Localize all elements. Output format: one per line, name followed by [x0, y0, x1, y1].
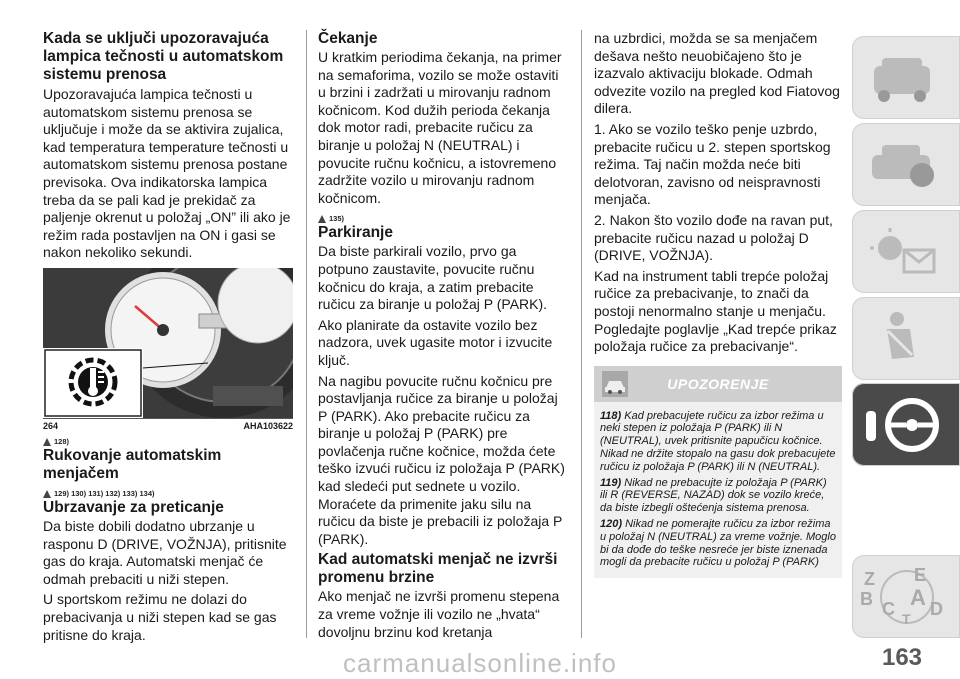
chapter-tab-driving[interactable]: [852, 383, 960, 466]
column-divider: [581, 30, 582, 638]
car-dashboard-icon: [852, 36, 960, 119]
warning-box: [594, 366, 842, 579]
instrument-cluster-figure: [43, 268, 293, 418]
warning-title: UPOZORENJE: [667, 375, 769, 392]
chapter-tab-safety[interactable]: [852, 123, 960, 206]
paragraph: Da biste parkirali vozilo, prvo ga potpuno zaustavite, povucite ručnu kočnicu do kraja, a zatim prebacite ručicu za biranje u položaj P (PARK).: [318, 243, 548, 313]
paragraph: Ako planirate da ostavite vozilo bez nadzora, uvek ugasite motor i izvucite ključ.: [318, 316, 553, 368]
paragraph: 2. Nakon što vozilo dođe na ravan put, prebacite ručicu nazad u položaj D (DRIVE, VOŽNJA).: [594, 211, 833, 264]
chapter-tab-index[interactable]: [852, 555, 960, 638]
reference-marks: 135): [318, 210, 568, 223]
section-heading-automatic-transmission: Rukovanje automatskim menjačem: [43, 446, 222, 482]
warning-header: [594, 366, 842, 402]
reference-marks: 129) 130) 131) 132) 133) 134): [43, 485, 293, 498]
figure-number: 264: [43, 420, 59, 431]
index-letter: Z: [864, 569, 875, 589]
section-heading-fluid-warning: Kada se uključi upozoravajuća lampica tečnosti u automatskom sistemu prenosa: [43, 30, 284, 83]
index-letter: C: [882, 599, 895, 619]
warning-item: 118) Kad prebacujete ručicu za izbor režima u neki stepen iz položaja P (PARK) ili N (NEUTRAL), uvek pritisnite papučicu kočnice. Nikad ne držite stopalo na gasu dok prebacujete ručicu iz položaja P (PARK) ili N (NEUTRAL).: [600, 409, 836, 473]
figure-caption: [43, 418, 293, 431]
warning-item: 119) Nikad ne prebacujte iz položaja P (PARK) ili R (REVERSE, NAZAD) dok se vozilo kreće, da biste izbegli oštećenja sistema prenosa.: [600, 476, 827, 515]
column-divider: [306, 30, 307, 638]
paragraph: Ako menjač ne izvrši promenu stepena za vreme vožnje ili vozilo ne „hvata“ dovoljnu brzinu kod kretanja: [318, 588, 560, 640]
instrument-cluster-image: [43, 268, 293, 418]
figure-code: AHA103622: [243, 420, 293, 431]
warning-item: 120) Nikad ne pomerajte ručicu za izbor režima u položaj N (NEUTRAL) za vreme vožnje. Moglo bi da dođe do teške nesreće jer biste iznenada mogli da prebacite ručicu u položaj P (PARK): [600, 518, 836, 569]
index-letter: A: [910, 585, 926, 610]
chapter-tab-dashboard[interactable]: [852, 36, 960, 119]
paragraph: Kad na instrument tabli trepće položaj ručice za prebacivanje, to znači da postoji nenormalno stanje u menjaču. Pogledajte poglavlje „Kad trepće prikaz položaja ručice za prebacivanje“.: [594, 267, 837, 355]
index-letter: T: [902, 611, 911, 627]
index-letter: E: [914, 565, 927, 585]
warning-lights-icon: [852, 210, 960, 293]
paragraph: na uzbrdici, možda se sa menjačem dešava nešto neuobičajeno što je izazvalo aktivaciju blokade. Odmah odvezite vozilo na pregled kod Fiatovog dilera.: [594, 30, 840, 117]
column-2: [318, 30, 568, 644]
chapter-tab-seats[interactable]: [852, 297, 960, 380]
subheading-overtaking: Ubrzavanje za preticanje: [43, 498, 224, 516]
paragraph: U kratkim periodima čekanja, na primer na semaforima, vozilo se može ostaviti u brzini i zadržati u mirovanju radnom kočnicom. Kod dužih perioda čekanja dok motor radi, prebacite ručicu za biranje u položaj N (NEUTRAL) i povucite ručnu kočnicu, a istovremeno zadržite vozilo u mirovanju radnom kočnicom.: [318, 49, 562, 206]
chapter-tab-warning-lights[interactable]: [852, 210, 960, 293]
paragraph: Da biste dobili dodatno ubrzanje u rasponu D (DRIVE, VOŽNJA), pritisnite gas do kraja. Automatski menjač će odmah prebaciti u niži stepen.: [43, 517, 287, 587]
reference-marks: 128): [43, 433, 293, 446]
seatbelt-icon: [852, 297, 960, 380]
subheading-parking: Parkiranje: [318, 224, 393, 242]
index-letter: D: [930, 599, 943, 619]
paragraph: U sportskom režimu ne dolazi do prebacivanja u niži stepen kad se gas pritisne do kraja.: [43, 591, 277, 643]
warning-ref-icon: [43, 438, 51, 446]
subheading-no-shift: Kad automatski menjač ne izvrši promenu brzine: [318, 551, 558, 587]
page-number: 163: [881, 644, 923, 671]
paragraph: Na nagibu povucite ručnu kočnicu pre postavljanja ručice za biranje u položaj P (PARK). Ako prebacite ručicu za biranje u položaj P (PARK) pre povlačenja ručne kočnice, možda ćete teško izvući ručicu iz položaja P (PARK) kad sledeći put sednete u vozilo. Moraćete da primenite jaku silu na ručicu da biste je prebacili iz položaja P (PARK).: [318, 372, 565, 547]
subheading-waiting: Čekanje: [318, 30, 378, 47]
paragraph: 1. Ako se vozilo teško penje uzbrdo, prebacite ručicu u 2. stepen sportskog režima. Taj način možda neće biti delotvoran, zavisno od neispravnosti menjača.: [594, 120, 831, 208]
warning-body: [594, 402, 842, 579]
paragraph: Upozoravajuća lampica tečnosti u automatskom sistemu prenosa se uključuje i može da se aktivira zujalica, kad temperatura temperature tečnosti u automatskom sistemu prenosa postane previsoka. Ova indikatorska lampica treba da se pali kad je prekidač za paljenje okrenut u položaj „ON” ili ako je režim rada postavljen na ON i gasi se nakon nekoliko sekundi.: [43, 86, 291, 261]
watermark: carmanualsonline.info: [343, 648, 617, 678]
car-warning-icon: [602, 371, 628, 397]
warning-ref-icon: [318, 215, 326, 223]
column-3: [594, 30, 842, 578]
column-1: [43, 30, 293, 647]
warning-ref-icon: [43, 490, 51, 498]
index-letter: B: [860, 589, 873, 609]
steering-wheel-icon: [852, 383, 960, 466]
car-safety-icon: [852, 123, 960, 206]
